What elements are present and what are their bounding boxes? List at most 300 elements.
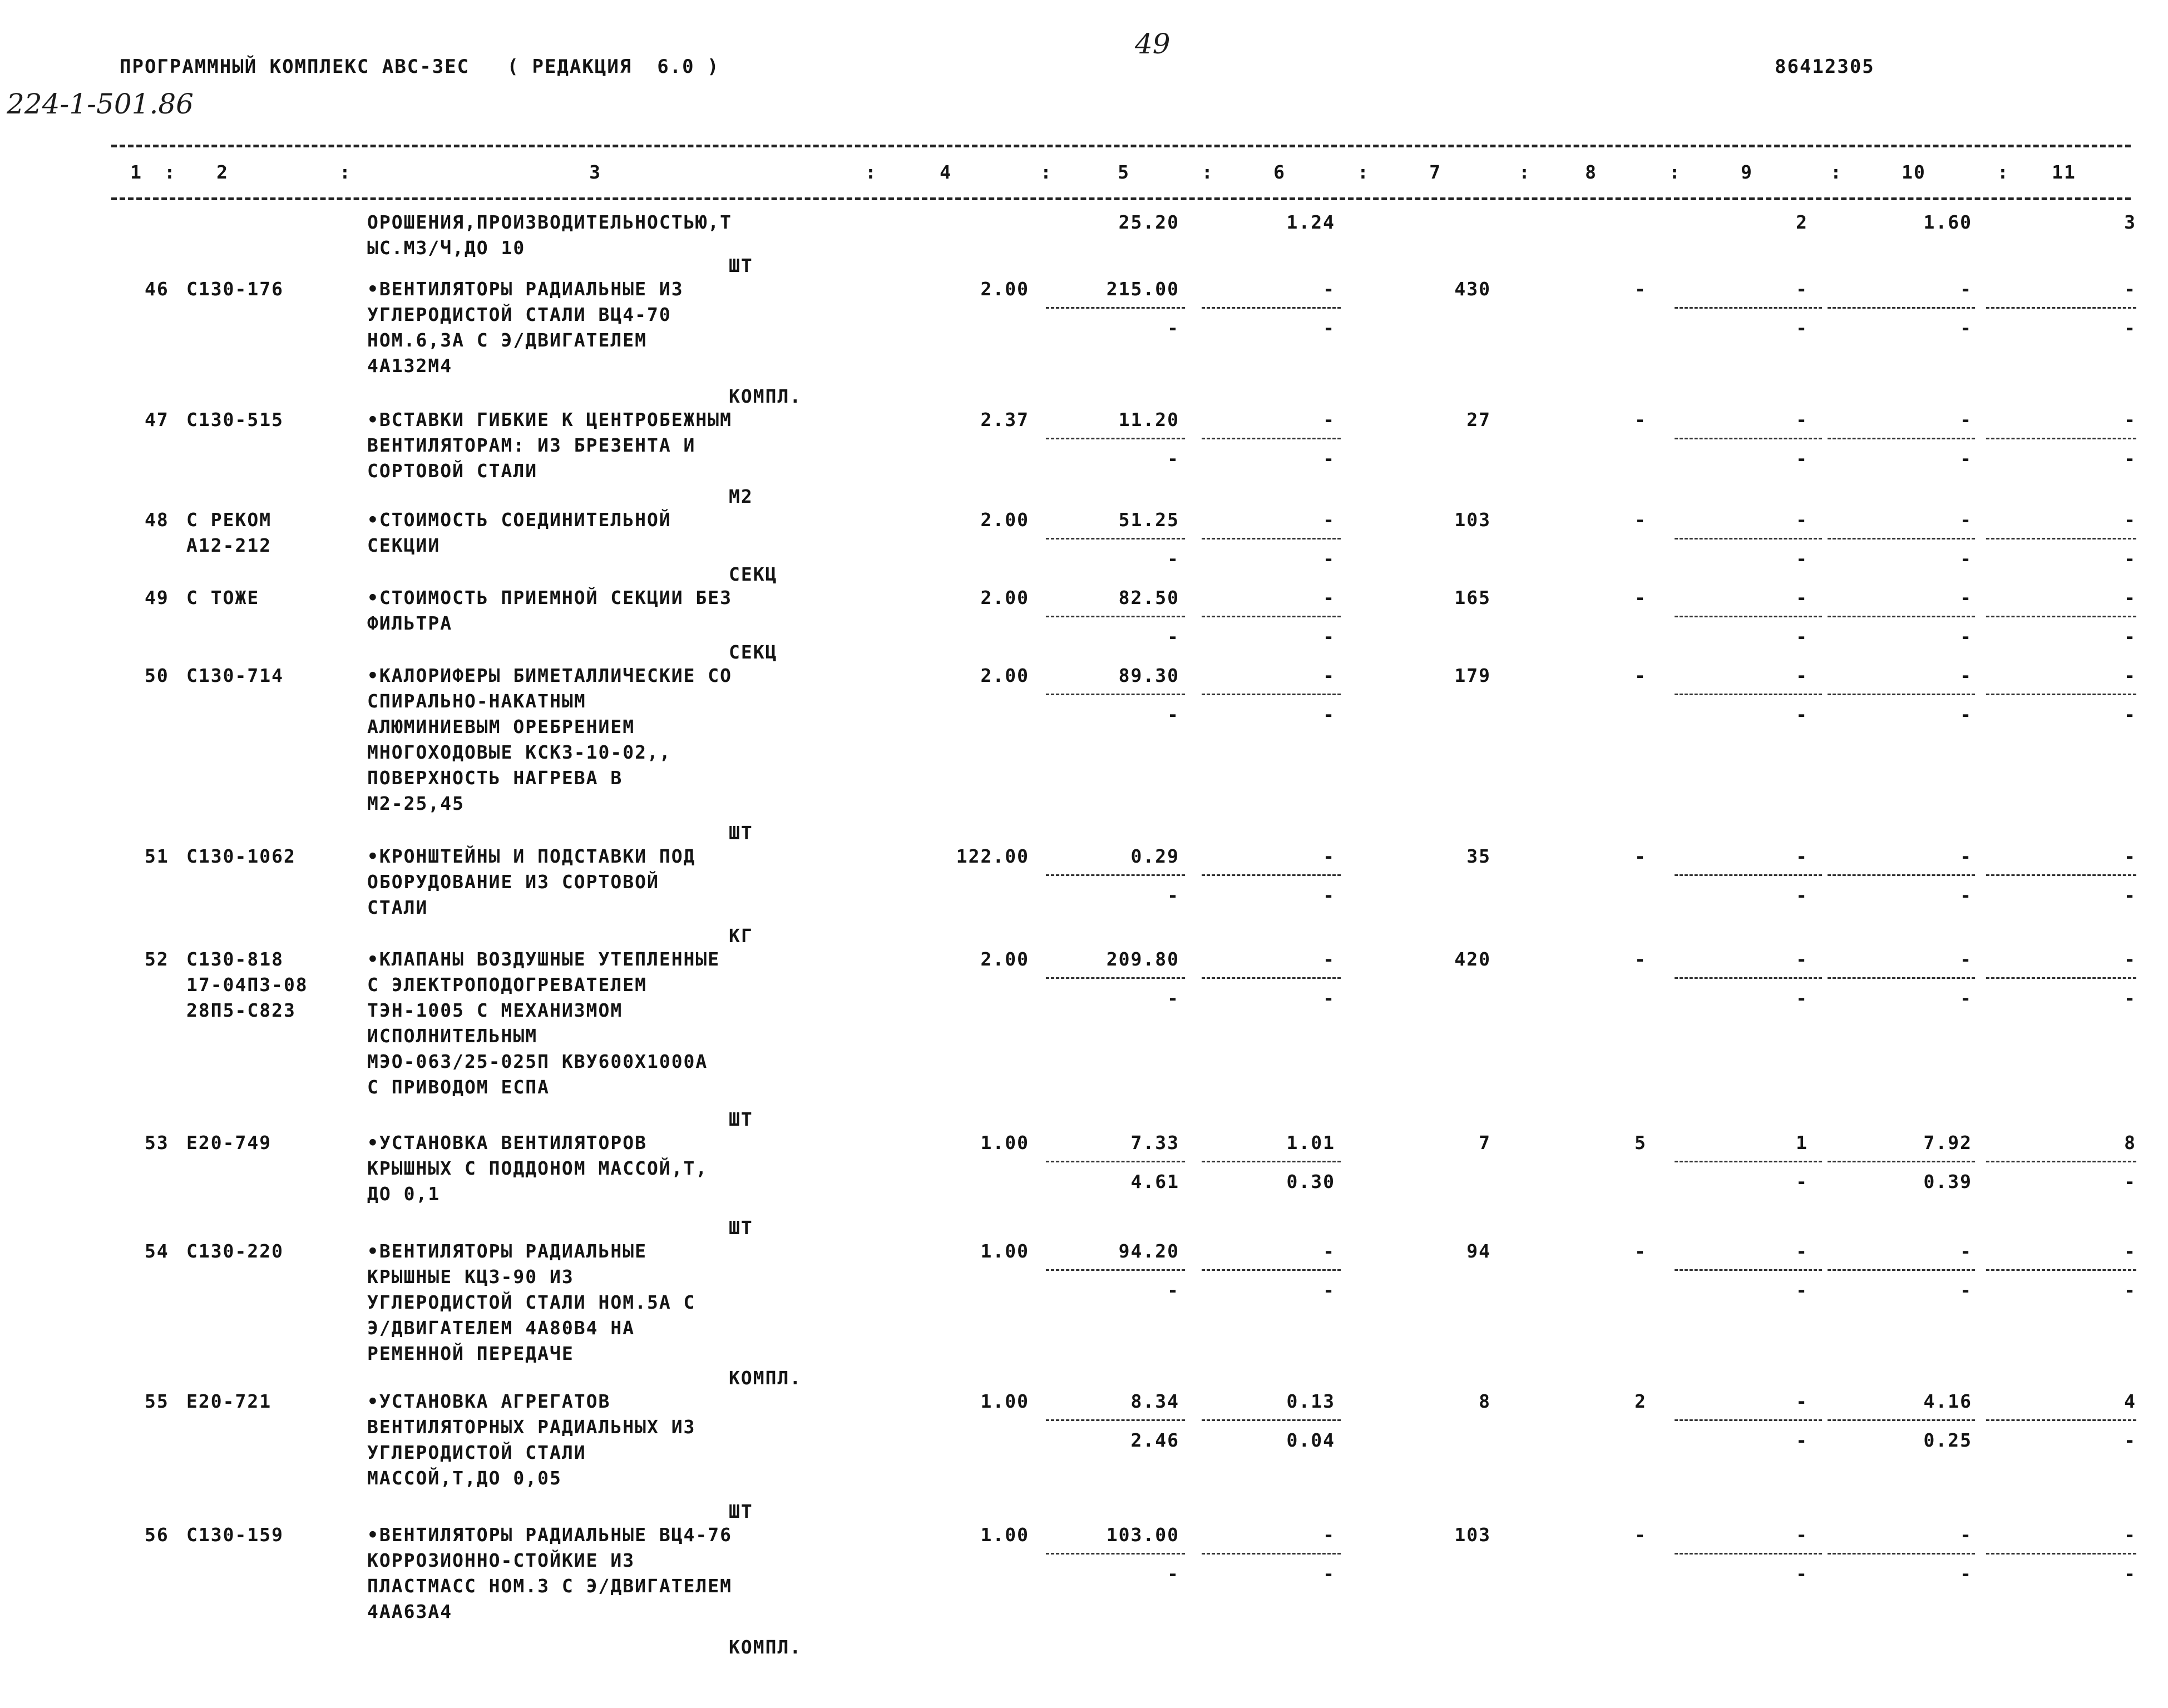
cell-divider bbox=[1675, 694, 1822, 695]
row-description-line: АЛЮМИНИЕВЫМ ОРЕБРЕНИЕМ bbox=[367, 716, 635, 737]
cell-col7: 94 bbox=[1466, 1240, 1491, 1262]
document-code: 86412305 bbox=[1775, 56, 1875, 78]
cell-divider bbox=[1828, 438, 1975, 439]
row-description-line: М2-25,45 bbox=[367, 793, 465, 814]
cell-col10-bottom: - bbox=[1960, 626, 1972, 647]
cell-col8: - bbox=[1634, 278, 1647, 300]
cell-col8: - bbox=[1634, 409, 1647, 430]
cell-col8: - bbox=[1634, 845, 1647, 867]
cell-col9-bottom: - bbox=[1796, 884, 1808, 906]
cell-divider bbox=[1828, 1419, 1975, 1421]
cell-col9-top: 2 bbox=[1796, 211, 1808, 233]
cell-col5-bottom: - bbox=[1167, 626, 1179, 647]
cell-col11-bottom: - bbox=[2124, 626, 2136, 647]
cell-col8: - bbox=[1634, 587, 1647, 608]
cell-col11-bottom: - bbox=[2124, 1563, 2136, 1585]
cell-col6-top: - bbox=[1323, 1524, 1335, 1546]
cell-col7: 430 bbox=[1454, 278, 1491, 300]
cell-col7: 7 bbox=[1479, 1132, 1491, 1153]
cell-col10-top: - bbox=[1960, 587, 1972, 608]
cell-col8: 5 bbox=[1634, 1132, 1647, 1153]
cell-col7: 8 bbox=[1479, 1390, 1491, 1412]
cell-col10-bottom: - bbox=[1960, 884, 1972, 906]
cell-col10-bottom: 0.25 bbox=[1923, 1429, 1972, 1451]
cell-col6-top: - bbox=[1323, 948, 1335, 970]
row-description-line: ДО 0,1 bbox=[367, 1183, 441, 1205]
cell-divider bbox=[1986, 1269, 2136, 1271]
row-description-line: ОБОРУДОВАНИЕ ИЗ СОРТОВОЙ bbox=[367, 871, 659, 893]
cell-divider bbox=[1828, 1553, 1975, 1554]
cell-qty: 2.37 bbox=[980, 409, 1029, 430]
column-header-8: 8 bbox=[1585, 161, 1597, 183]
cell-col10-top: - bbox=[1960, 1240, 1972, 1262]
cell-qty: 2.00 bbox=[980, 948, 1029, 970]
cell-col8: - bbox=[1634, 948, 1647, 970]
row-description-line: ПОВЕРХНОСТЬ НАГРЕВА В bbox=[367, 767, 623, 789]
row-description-line: •ВЕНТИЛЯТОРЫ РАДИАЛЬНЫЕ ИЗ bbox=[367, 278, 684, 300]
cell-divider bbox=[1202, 1419, 1341, 1421]
cell-col10-top: 4.16 bbox=[1923, 1390, 1972, 1412]
cell-col5-top: 94.20 bbox=[1118, 1240, 1179, 1262]
cell-col11-bottom: - bbox=[2124, 548, 2136, 570]
column-separator: : bbox=[339, 161, 350, 183]
row-description-line: •ВСТАВКИ ГИБКИЕ К ЦЕНТРОБЕЖНЫМ bbox=[367, 409, 733, 430]
row-number: 51 bbox=[145, 845, 169, 867]
cell-divider bbox=[1046, 538, 1185, 539]
cell-qty: 1.00 bbox=[980, 1240, 1029, 1262]
column-separator: : bbox=[1040, 161, 1051, 183]
row-code: Е20-721 bbox=[186, 1390, 272, 1412]
cell-divider bbox=[1046, 1161, 1185, 1162]
cell-col10-bottom: - bbox=[1960, 1563, 1972, 1585]
cell-divider bbox=[1202, 694, 1341, 695]
cell-col7: 35 bbox=[1466, 845, 1491, 867]
cell-divider bbox=[1986, 874, 2136, 876]
cell-col9-bottom: - bbox=[1796, 1279, 1808, 1301]
unit-label: СЕКЦ bbox=[729, 563, 778, 585]
row-description-line: МНОГОХОДОВЫЕ КСК3-10-02,, bbox=[367, 741, 671, 763]
row-description-line: УГЛЕРОДИСТОЙ СТАЛИ ВЦ4-70 bbox=[367, 304, 671, 325]
cell-divider bbox=[1986, 616, 2136, 617]
cell-divider bbox=[1675, 1161, 1822, 1162]
cell-divider bbox=[1046, 307, 1185, 309]
column-header-11: 11 bbox=[2052, 161, 2076, 183]
cell-col5-top: 89.30 bbox=[1118, 665, 1179, 686]
row-description-line: КОРРОЗИОННО-СТОЙКИЕ ИЗ bbox=[367, 1549, 635, 1571]
cell-col5-bottom: - bbox=[1167, 448, 1179, 469]
cell-col10-bottom: - bbox=[1960, 1279, 1972, 1301]
cell-col9-top: - bbox=[1796, 278, 1808, 300]
cell-qty: 1.00 bbox=[980, 1390, 1029, 1412]
unit-label: КГ bbox=[729, 925, 753, 947]
column-separator: : bbox=[164, 161, 175, 183]
cell-col6-bottom: - bbox=[1323, 1563, 1335, 1585]
cell-qty: 2.00 bbox=[980, 278, 1029, 300]
row-description-line: •УСТАНОВКА АГРЕГАТОВ bbox=[367, 1390, 611, 1412]
cell-divider bbox=[1202, 874, 1341, 876]
column-header-3: 3 bbox=[589, 161, 601, 183]
unit-label: М2 bbox=[729, 486, 753, 507]
cell-qty: 122.00 bbox=[956, 845, 1029, 867]
row-code: Е20-749 bbox=[186, 1132, 272, 1153]
cell-col5-top: 82.50 bbox=[1118, 587, 1179, 608]
cell-col5-bottom: 4.61 bbox=[1130, 1171, 1179, 1192]
row-number: 50 bbox=[145, 665, 169, 686]
cell-divider bbox=[1986, 1419, 2136, 1421]
cell-divider bbox=[1828, 538, 1975, 539]
row-description-line: ФИЛЬТРА bbox=[367, 612, 453, 634]
cell-divider bbox=[1046, 694, 1185, 695]
cell-col6-top: - bbox=[1323, 509, 1335, 531]
cell-col11-bottom: - bbox=[2124, 884, 2136, 906]
unit-label: СЕКЦ bbox=[729, 641, 778, 663]
cell-col11-bottom: - bbox=[2124, 704, 2136, 725]
cell-divider bbox=[1675, 538, 1822, 539]
cell-col5-bottom: - bbox=[1167, 884, 1179, 906]
cell-divider bbox=[1046, 438, 1185, 439]
column-separator: : bbox=[1357, 161, 1369, 183]
cell-divider bbox=[1202, 438, 1341, 439]
cell-divider bbox=[1828, 694, 1975, 695]
row-code: С130-714 bbox=[186, 665, 284, 686]
cell-divider bbox=[1046, 874, 1185, 876]
unit-label: КОМПЛ. bbox=[729, 385, 802, 407]
cell-col5-top: 25.20 bbox=[1118, 211, 1179, 233]
row-number: 49 bbox=[145, 587, 169, 608]
cell-col11-top: - bbox=[2124, 948, 2136, 970]
cell-col11-bottom: - bbox=[2124, 1429, 2136, 1451]
cell-divider bbox=[1828, 874, 1975, 876]
row-description-line: •ВЕНТИЛЯТОРЫ РАДИАЛЬНЫЕ bbox=[367, 1240, 647, 1262]
row-description-line: СЕКЦИИ bbox=[367, 534, 441, 556]
page-number: 49 bbox=[1135, 28, 1171, 60]
cell-col9-bottom: - bbox=[1796, 1429, 1808, 1451]
row-number: 53 bbox=[145, 1132, 169, 1153]
cell-col9-bottom: - bbox=[1796, 626, 1808, 647]
cell-divider bbox=[1202, 1553, 1341, 1554]
cell-col6-bottom: - bbox=[1323, 987, 1335, 1009]
row-number: 55 bbox=[145, 1390, 169, 1412]
row-description-line: •УСТАНОВКА ВЕНТИЛЯТОРОВ bbox=[367, 1132, 647, 1153]
row-description-line: 4А132М4 bbox=[367, 355, 453, 377]
cell-divider bbox=[1986, 977, 2136, 979]
cell-qty: 2.00 bbox=[980, 587, 1029, 608]
row-description-line: КРЫШНЫЕ КЦ3-90 ИЗ bbox=[367, 1266, 574, 1288]
cell-divider bbox=[1675, 1419, 1822, 1421]
cell-divider bbox=[1986, 694, 2136, 695]
cell-qty: 2.00 bbox=[980, 665, 1029, 686]
row-description-line: КРЫШНЫХ С ПОДДОНОМ МАССОЙ,Т, bbox=[367, 1157, 708, 1179]
cell-col11-bottom: - bbox=[2124, 448, 2136, 469]
row-code: 17-04ПЗ-08 bbox=[186, 974, 308, 996]
cell-col8: - bbox=[1634, 509, 1647, 531]
cell-col8: - bbox=[1634, 1524, 1647, 1546]
cell-col5-top: 0.29 bbox=[1130, 845, 1179, 867]
row-description-line: РЕМЕННОЙ ПЕРЕДАЧЕ bbox=[367, 1343, 574, 1364]
row-description-line: СОРТОВОЙ СТАЛИ bbox=[367, 460, 538, 482]
cell-divider bbox=[1046, 1553, 1185, 1554]
row-description-line: МЭО-063/25-025П КВУ600Х1000А bbox=[367, 1051, 708, 1072]
cell-col6-bottom: 0.04 bbox=[1286, 1429, 1335, 1451]
cell-col11-bottom: - bbox=[2124, 987, 2136, 1009]
cell-col11-top: 3 bbox=[2124, 211, 2136, 233]
cell-col6-top: - bbox=[1323, 409, 1335, 430]
cell-col10-top: 7.92 bbox=[1923, 1132, 1972, 1153]
cell-divider bbox=[1828, 1269, 1975, 1271]
cell-divider bbox=[1675, 616, 1822, 617]
cell-col9-top: - bbox=[1796, 509, 1808, 531]
cell-col6-top: - bbox=[1323, 587, 1335, 608]
unit-label: ШТ bbox=[729, 822, 753, 844]
cell-divider bbox=[1675, 1269, 1822, 1271]
column-header-2: 2 bbox=[216, 161, 229, 183]
cell-col9-top: - bbox=[1796, 1240, 1808, 1262]
cell-col10-top: 1.60 bbox=[1923, 211, 1972, 233]
unit-label: ШТ bbox=[729, 1108, 753, 1130]
cell-divider bbox=[1986, 538, 2136, 539]
cell-col10-top: - bbox=[1960, 1524, 1972, 1546]
cell-col11-bottom: - bbox=[2124, 317, 2136, 339]
handwritten-reference: 224-1-501.86 bbox=[7, 88, 194, 120]
cell-col5-top: 11.20 bbox=[1118, 409, 1179, 430]
cell-col11-top: - bbox=[2124, 587, 2136, 608]
cell-col6-top: - bbox=[1323, 278, 1335, 300]
cell-col9-bottom: - bbox=[1796, 448, 1808, 469]
cell-divider bbox=[1828, 977, 1975, 979]
cell-col9-top: - bbox=[1796, 845, 1808, 867]
cell-col10-bottom: - bbox=[1960, 704, 1972, 725]
column-header-10: 10 bbox=[1902, 161, 1926, 183]
unit-label: ШТ bbox=[729, 1501, 753, 1522]
row-code: А12-212 bbox=[186, 534, 272, 556]
cell-col6-top: - bbox=[1323, 845, 1335, 867]
column-separator: : bbox=[865, 161, 876, 183]
cell-col9-top: - bbox=[1796, 1390, 1808, 1412]
cell-divider bbox=[1046, 616, 1185, 617]
row-description-line: С ПРИВОДОМ ЕСПА bbox=[367, 1076, 550, 1098]
cell-divider bbox=[1202, 1269, 1341, 1271]
cell-col6-bottom: - bbox=[1323, 704, 1335, 725]
column-separator: : bbox=[1830, 161, 1841, 183]
cell-divider bbox=[1986, 307, 2136, 309]
row-description-line: •КРОНШТЕЙНЫ И ПОДСТАВКИ ПОД bbox=[367, 845, 696, 867]
cell-col5-bottom: - bbox=[1167, 987, 1179, 1009]
cell-col10-bottom: 0.39 bbox=[1923, 1171, 1972, 1192]
row-code: С130-1062 bbox=[186, 845, 296, 867]
row-description-line: ПЛАСТМАСС НОМ.3 С Э/ДВИГАТЕЛЕМ bbox=[367, 1575, 733, 1597]
cell-col6-bottom: - bbox=[1323, 548, 1335, 570]
cell-divider bbox=[1202, 616, 1341, 617]
column-separator: : bbox=[1669, 161, 1680, 183]
column-header-6: 6 bbox=[1273, 161, 1286, 183]
cell-col9-bottom: - bbox=[1796, 317, 1808, 339]
row-description-line: Э/ДВИГАТЕЛЕМ 4А80В4 НА bbox=[367, 1317, 635, 1339]
cell-col5-top: 51.25 bbox=[1118, 509, 1179, 531]
cell-divider bbox=[1675, 874, 1822, 876]
cell-col9-top: - bbox=[1796, 665, 1808, 686]
cell-col5-top: 103.00 bbox=[1106, 1524, 1179, 1546]
row-description-line: СПИРАЛЬНО-НАКАТНЫМ bbox=[367, 690, 586, 712]
cell-col5-bottom: 2.46 bbox=[1130, 1429, 1179, 1451]
cell-divider bbox=[1675, 438, 1822, 439]
column-header-9: 9 bbox=[1741, 161, 1753, 183]
cell-col9-bottom: - bbox=[1796, 1563, 1808, 1585]
cell-col6-bottom: - bbox=[1323, 626, 1335, 647]
cell-col11-top: - bbox=[2124, 665, 2136, 686]
column-header-5: 5 bbox=[1118, 161, 1130, 183]
column-header-4: 4 bbox=[940, 161, 952, 183]
row-description-line: •ВЕНТИЛЯТОРЫ РАДИАЛЬНЫЕ ВЦ4-76 bbox=[367, 1524, 733, 1546]
row-code: С ТОЖЕ bbox=[186, 587, 260, 608]
cell-divider bbox=[1046, 1269, 1185, 1271]
cell-col7: 420 bbox=[1454, 948, 1491, 970]
row-description-line: ИСПОЛНИТЕЛЬНЫМ bbox=[367, 1025, 538, 1047]
cell-col10-top: - bbox=[1960, 665, 1972, 686]
row-code: С130-159 bbox=[186, 1524, 284, 1546]
unit-label: ШТ bbox=[729, 1217, 753, 1239]
cell-col8: - bbox=[1634, 1240, 1647, 1262]
cell-divider bbox=[1202, 538, 1341, 539]
cell-divider bbox=[1675, 977, 1822, 979]
cell-divider bbox=[1675, 307, 1822, 309]
cell-col5-top: 215.00 bbox=[1106, 278, 1179, 300]
cell-col10-bottom: - bbox=[1960, 987, 1972, 1009]
row-description-line: МАССОЙ,Т,ДО 0,05 bbox=[367, 1467, 562, 1489]
row-number: 54 bbox=[145, 1240, 169, 1262]
cell-col7: 103 bbox=[1454, 1524, 1491, 1546]
cell-col11-top: - bbox=[2124, 509, 2136, 531]
row-number: 56 bbox=[145, 1524, 169, 1546]
cell-col8: 2 bbox=[1634, 1390, 1647, 1412]
column-separator: : bbox=[1202, 161, 1213, 183]
row-code: С130-818 bbox=[186, 948, 284, 970]
cell-col10-top: - bbox=[1960, 948, 1972, 970]
cell-col10-bottom: - bbox=[1960, 548, 1972, 570]
cell-col5-bottom: - bbox=[1167, 548, 1179, 570]
column-separator: : bbox=[1997, 161, 2008, 183]
cell-divider bbox=[1828, 307, 1975, 309]
cell-col9-top: 1 bbox=[1796, 1132, 1808, 1153]
cell-col11-top: - bbox=[2124, 409, 2136, 430]
row-code: 28П5-С823 bbox=[186, 999, 296, 1021]
cell-col9-top: - bbox=[1796, 948, 1808, 970]
header-top-rule bbox=[111, 145, 2131, 147]
cell-col10-top: - bbox=[1960, 509, 1972, 531]
column-header-7: 7 bbox=[1429, 161, 1441, 183]
header-bottom-rule bbox=[111, 197, 2131, 200]
cell-col6-bottom: - bbox=[1323, 1279, 1335, 1301]
cell-col10-top: - bbox=[1960, 409, 1972, 430]
cell-col7: 165 bbox=[1454, 587, 1491, 608]
cell-col11-bottom: - bbox=[2124, 1279, 2136, 1301]
row-description-line: ЫС.М3/Ч,ДО 10 bbox=[367, 237, 526, 259]
cell-divider bbox=[1986, 1161, 2136, 1162]
cell-col9-top: - bbox=[1796, 409, 1808, 430]
cell-col9-bottom: - bbox=[1796, 987, 1808, 1009]
cell-col9-top: - bbox=[1796, 587, 1808, 608]
cell-col11-top: 8 bbox=[2124, 1132, 2136, 1153]
cell-col11-top: 4 bbox=[2124, 1390, 2136, 1412]
cell-divider bbox=[1986, 438, 2136, 439]
cell-col6-top: 1.01 bbox=[1286, 1132, 1335, 1153]
row-code: С130-220 bbox=[186, 1240, 284, 1262]
cell-divider bbox=[1986, 1553, 2136, 1554]
cell-col5-top: 8.34 bbox=[1130, 1390, 1179, 1412]
row-code: С130-176 bbox=[186, 278, 284, 300]
row-description-line: ОРОШЕНИЯ,ПРОИЗВОДИТЕЛЬНОСТЬЮ,Т bbox=[367, 211, 733, 233]
cell-divider bbox=[1046, 977, 1185, 979]
cell-col5-top: 209.80 bbox=[1106, 948, 1179, 970]
cell-col6-bottom: - bbox=[1323, 448, 1335, 469]
cell-col11-top: - bbox=[2124, 1240, 2136, 1262]
program-header: ПРОГРАММНЫЙ КОМПЛЕКС АВС-ЗЕС ( РЕДАКЦИЯ 6.0 ) bbox=[120, 56, 720, 78]
cell-divider bbox=[1202, 977, 1341, 979]
cell-col7: 179 bbox=[1454, 665, 1491, 686]
cell-col9-bottom: - bbox=[1796, 704, 1808, 725]
row-description-line: •КАЛОРИФЕРЫ БИМЕТАЛЛИЧЕСКИЕ СО bbox=[367, 665, 733, 686]
row-code: С130-515 bbox=[186, 409, 284, 430]
row-number: 52 bbox=[145, 948, 169, 970]
cell-col10-bottom: - bbox=[1960, 448, 1972, 469]
row-description-line: СТАЛИ bbox=[367, 897, 428, 918]
cell-col7: 27 bbox=[1466, 409, 1491, 430]
cell-col9-bottom: - bbox=[1796, 548, 1808, 570]
cell-divider bbox=[1202, 1161, 1341, 1162]
row-description-line: НОМ.6,3А С Э/ДВИГАТЕЛЕМ bbox=[367, 329, 647, 351]
cell-col5-bottom: - bbox=[1167, 1563, 1179, 1585]
row-description-line: УГЛЕРОДИСТОЙ СТАЛИ НОМ.5А С bbox=[367, 1291, 696, 1313]
cell-col10-top: - bbox=[1960, 845, 1972, 867]
row-description-line: 4АА63А4 bbox=[367, 1601, 453, 1622]
row-description-line: С ЭЛЕКТРОПОДОГРЕВАТЕЛЕМ bbox=[367, 974, 647, 996]
cell-col9-bottom: - bbox=[1796, 1171, 1808, 1192]
row-description-line: •КЛАПАНЫ ВОЗДУШНЫЕ УТЕПЛЕННЫЕ bbox=[367, 948, 720, 970]
unit-label: КОМПЛ. bbox=[729, 1636, 802, 1658]
cell-col5-bottom: - bbox=[1167, 704, 1179, 725]
cell-qty: 1.00 bbox=[980, 1132, 1029, 1153]
row-description-line: УГЛЕРОДИСТОЙ СТАЛИ bbox=[367, 1442, 586, 1463]
cell-col6-bottom: - bbox=[1323, 884, 1335, 906]
cell-col5-bottom: - bbox=[1167, 1279, 1179, 1301]
cell-divider bbox=[1202, 307, 1341, 309]
row-number: 48 bbox=[145, 509, 169, 531]
column-separator: : bbox=[1519, 161, 1530, 183]
cell-col11-top: - bbox=[2124, 278, 2136, 300]
row-description-line: •СТОИМОСТЬ ПРИЕМНОЙ СЕКЦИИ БЕЗ bbox=[367, 587, 733, 608]
row-number: 46 bbox=[145, 278, 169, 300]
cell-col8: - bbox=[1634, 665, 1647, 686]
cell-col6-top: - bbox=[1323, 1240, 1335, 1262]
cell-divider bbox=[1828, 616, 1975, 617]
row-description-line: ВЕНТИЛЯТОРНЫХ РАДИАЛЬНЫХ ИЗ bbox=[367, 1416, 696, 1438]
cell-divider bbox=[1046, 1419, 1185, 1421]
cell-col11-top: - bbox=[2124, 845, 2136, 867]
cell-divider bbox=[1828, 1161, 1975, 1162]
row-number: 47 bbox=[145, 409, 169, 430]
unit-label: ШТ bbox=[729, 255, 753, 276]
cell-col5-bottom: - bbox=[1167, 317, 1179, 339]
cell-qty: 1.00 bbox=[980, 1524, 1029, 1546]
cell-col6-bottom: 0.30 bbox=[1286, 1171, 1335, 1192]
column-header-1: 1 bbox=[130, 161, 142, 183]
row-description-line: ТЭН-1005 С МЕХАНИЗМОМ bbox=[367, 999, 623, 1021]
row-description-line: ВЕНТИЛЯТОРАМ: ИЗ БРЕЗЕНТА И bbox=[367, 434, 696, 456]
unit-label: КОМПЛ. bbox=[729, 1367, 802, 1389]
cell-col5-top: 7.33 bbox=[1130, 1132, 1179, 1153]
cell-col11-bottom: - bbox=[2124, 1171, 2136, 1192]
cell-col6-top: 1.24 bbox=[1286, 211, 1335, 233]
cell-col10-bottom: - bbox=[1960, 317, 1972, 339]
